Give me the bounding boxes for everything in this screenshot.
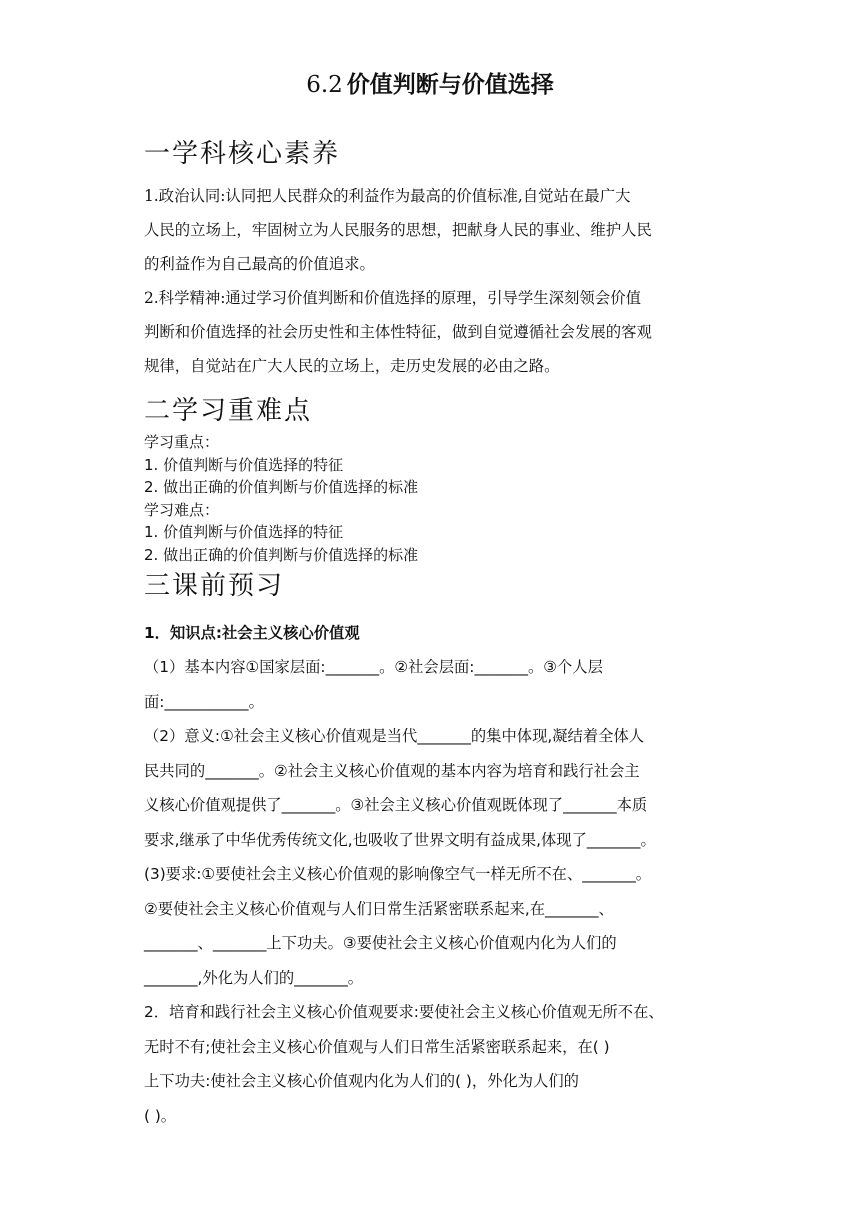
paragraph-line: 要求,继承了中华优秀传统文化,也吸收了世界文明有益成果,体现了_______。	[144, 830, 656, 849]
section-heading-core-literacy: 一学科核心素养	[144, 139, 341, 169]
paragraph-line: 面:___________。	[144, 692, 264, 711]
paragraph-line: _______、_______上下功夫。③要使社会主义核心价值观内化为人们的	[144, 934, 617, 952]
list-item: 1. 价值判断与价值选择的特征	[144, 455, 344, 474]
list-item: 学习难点：	[144, 500, 220, 519]
title-text: 价值判断与价值选择	[346, 72, 554, 98]
list-item: 2. 做出正确的价值判断与价值选择的标准	[144, 545, 419, 564]
list-item: 2. 做出正确的价值判断与价值选择的标准	[144, 478, 419, 496]
paragraph-line: (3)要求:①要使社会主义核心价值观的影响像空气一样无所不在、_______。	[144, 865, 652, 883]
section-key-points-body	[144, 431, 724, 566]
paragraph-line: 2．培育和践行社会主义核心价值观要求:要使社会主义核心价值观无所不在、	[144, 1003, 664, 1021]
paragraph-line: 1.政治认同:认同把人民群众的利益作为最高的价值标准,自觉站在最广大	[144, 187, 631, 205]
paragraph-line: 上下功夫:使社会主义核心价值观内化为人们的( )，外化为人们的	[144, 1072, 579, 1090]
paragraph-line: 规律，自觉站在广大人民的立场上，走历史发展的必由之路。	[144, 357, 560, 375]
section-heading-key-points: 二学习重难点	[144, 396, 313, 426]
paragraph-line: 民共同的_______。②社会主义核心价值观的基本内容为培育和践行社会主	[144, 761, 640, 780]
list-item: 学习重点：	[144, 433, 220, 451]
paragraph-line: 无时不有;使社会主义核心价值观与人们日常生活紧密联系起来，在( )	[144, 1037, 610, 1056]
paragraph-line: 人民的立场上，牢固树立为人民服务的思想，把献身人民的事业、维护人民	[144, 221, 652, 239]
paragraph-line: （1）基本内容①国家层面:_______。②社会层面:_______。③个人层	[144, 658, 603, 676]
paragraph-line: 的利益作为自己最高的价值追求。	[144, 255, 375, 273]
section-preview-body	[144, 650, 724, 1133]
paragraph-line: （2）意义:①社会主义核心价值观是当代_______的集中体现,凝结着全体人	[144, 727, 645, 745]
paragraph-line: ②要使社会主义核心价值观与人们日常生活紧密联系起来,在_______、	[144, 899, 614, 918]
paragraph-line: _______,外化为人们的_______。	[144, 968, 364, 987]
section-heading-preview: 三课前预习	[144, 571, 285, 601]
paragraph-line: 2.科学精神:通过学习价值判断和价值选择的原理，引导学生深刻领会价值	[144, 289, 641, 307]
section-core-literacy-body	[144, 179, 724, 383]
list-item: 1. 价值判断与价值选择的特征	[144, 523, 344, 541]
knowledge-point-title: 1．知识点:社会主义核心价值观	[144, 624, 360, 642]
page-title	[0, 66, 860, 99]
paragraph-line: ( )。	[144, 1106, 177, 1125]
paragraph-line: 义核心价值观提供了_______。③社会主义核心价值观既体现了_______本质	[144, 796, 648, 814]
paragraph-line: 判断和价值选择的社会历史性和主体性特征，做到自觉遵循社会发展的客观	[144, 323, 652, 341]
title-number: 6.2	[306, 72, 343, 98]
